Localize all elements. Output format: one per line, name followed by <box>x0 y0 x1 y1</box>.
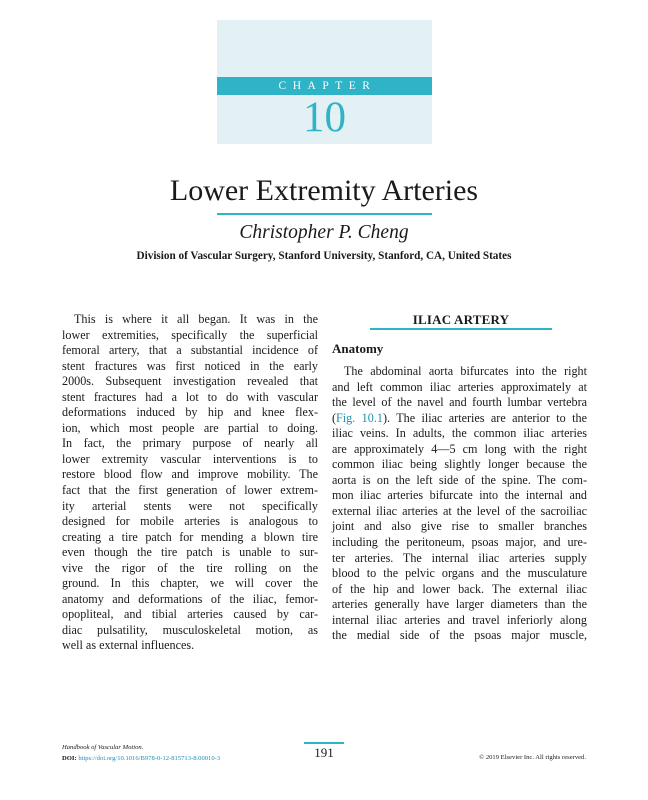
intro-line: lower extremities, specifically the superficial <box>62 327 318 342</box>
intro-line: fact that the first generation of lower extrem- <box>62 483 318 498</box>
title-divider <box>217 213 432 215</box>
intro-line: opopliteal, and tibial arteries caused by car- <box>62 607 318 622</box>
figure-reference-link[interactable]: Fig. 10.1 <box>336 410 383 425</box>
section-divider <box>370 328 552 330</box>
chapter-label-band <box>217 77 432 95</box>
body-line: including the peritoneum, psoas major, and ure- <box>332 535 587 550</box>
chapter-label: CHAPTER <box>278 80 377 92</box>
subsection-heading: Anatomy <box>332 341 384 356</box>
intro-line: well as external influences. <box>62 638 195 653</box>
page-number: 191 <box>314 745 334 760</box>
intro-line: This is where it all began. It was in the <box>74 312 318 326</box>
body-line: joint and also give rise to smaller branches <box>332 519 587 534</box>
body-line: blood to the pelvic organs and the musculature <box>332 566 587 581</box>
anatomy-paragraph <box>332 364 587 644</box>
body-line-rest: ). The iliac arteries are anterior to the <box>382 410 587 425</box>
intro-line: ground. In this chapter, we will cover the <box>62 576 318 591</box>
intro-line: creating a tire patch for mending a blown tire <box>62 529 318 544</box>
chapter-title: Lower Extremity Arteries <box>169 174 479 207</box>
body-line-with-figure-ref <box>332 411 587 427</box>
footer-citation <box>62 742 220 764</box>
body-line: mon iliac arteries bifurcate into the internal and <box>332 488 587 503</box>
author-name: Christopher P. Cheng <box>239 222 409 243</box>
paren-open: ( <box>332 410 337 425</box>
intro-line: ion, which most people are partial to doing. <box>62 420 318 435</box>
body-line: aorta is on the left side of the spine. The com- <box>332 472 587 487</box>
intro-line: stent fractures was first noticed in the early <box>62 358 318 373</box>
intro-paragraph <box>62 312 318 654</box>
body-line: ter arteries. The internal iliac arteries supply <box>332 550 587 565</box>
section-heading: ILIAC ARTERY <box>412 312 510 327</box>
intro-line: ity arterial stents were not specifically <box>62 498 318 513</box>
author-affiliation: Division of Vascular Surgery, Stanford University, Stanford, CA, United States <box>136 250 512 262</box>
intro-line: femoral artery, that a substantial incidence of <box>62 343 318 358</box>
intro-line: lower extremity vascular interventions is to <box>62 451 318 466</box>
body-line: the level of the navel and fourth lumbar vertebra <box>332 395 587 410</box>
body-line: external iliac arteries at the level of the sacroiliac <box>332 503 587 518</box>
body-line: The abdominal aorta bifurcates into the right <box>344 364 587 378</box>
intro-line: even though the tire patch is unable to sur- <box>62 545 318 560</box>
chapter-number: 10 <box>303 94 346 141</box>
copyright-notice: © 2019 Elsevier Inc. All rights reserved. <box>479 754 586 761</box>
intro-line: designed for mobile arteries is analogous to <box>62 514 318 529</box>
body-line: and left common iliac arteries approximately at <box>332 379 587 394</box>
body-line: internal iliac arteries and travel inferiorly along <box>332 612 587 627</box>
body-line: are approximately 4—5 cm long with the right <box>332 441 587 456</box>
doi-link[interactable]: https://doi.org/10.1016/B978-0-12-815713-8.00010-3 <box>78 755 221 762</box>
intro-line: vive the rigor of the tire rolling on the <box>62 560 318 575</box>
doi-line <box>62 753 220 764</box>
body-line: common iliac being slightly longer because the <box>332 457 587 472</box>
intro-line: In fact, the primary purpose of nearly all <box>62 436 318 451</box>
intro-line: stent fractures had a lot to do with vascular <box>62 389 318 404</box>
intro-line: diac pulsatility, musculoskeletal motion, as <box>62 622 318 637</box>
page-number-rule <box>304 742 344 744</box>
journal-title: Handbook of Vascular Motion. <box>62 744 144 751</box>
body-line: iliac veins. In adults, the common iliac arteries <box>332 426 587 441</box>
intro-line: deformations induced by hip and knee flex- <box>62 405 318 420</box>
body-line: the medial side of the psoas major muscle, <box>332 628 587 643</box>
intro-line: restore blood flow and improve mobility. The <box>62 467 318 482</box>
doi-label: DOI: <box>62 755 77 762</box>
body-line: of the hip and lower back. The external iliac <box>332 581 587 596</box>
body-line: arteries generally have larger diameters than the <box>332 597 587 612</box>
intro-line: 2000s. Subsequent investigation revealed that <box>62 374 318 389</box>
intro-line: anatomy and deformations of the iliac, femor- <box>62 591 318 606</box>
